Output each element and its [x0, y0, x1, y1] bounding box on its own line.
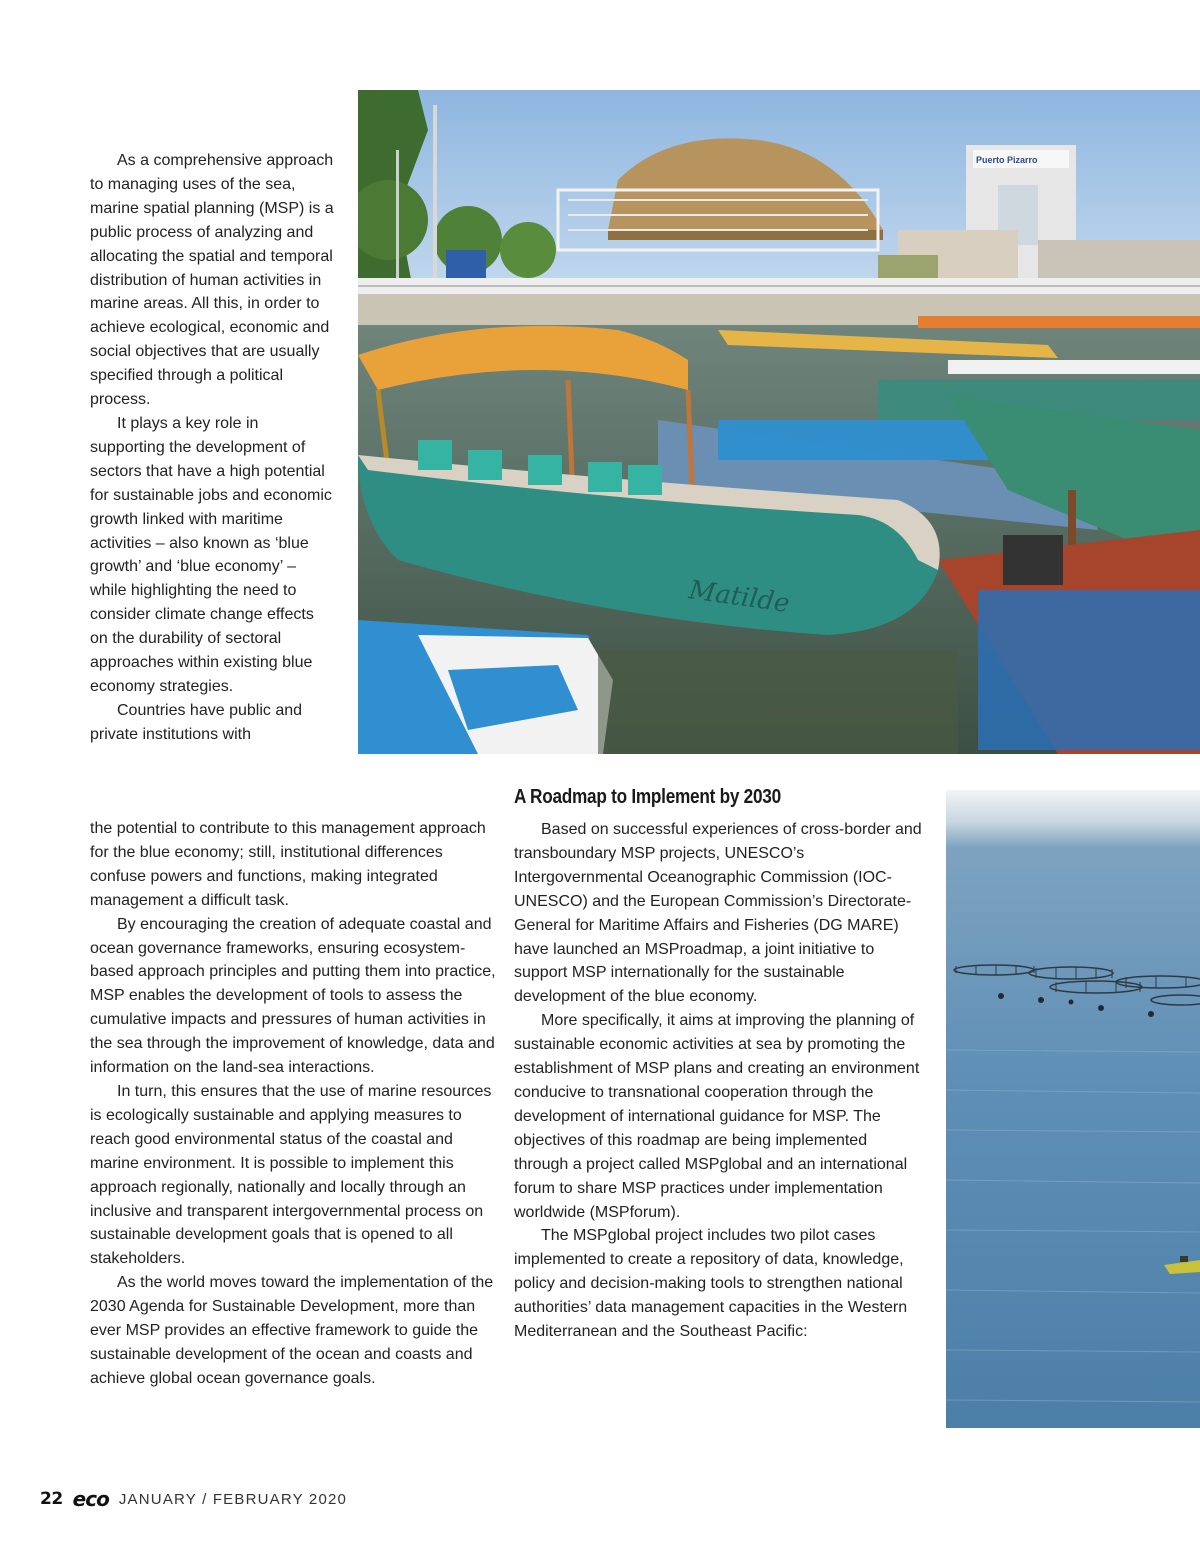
paragraph: Based on successful experiences of cross-border and transboundary MSP projects, UNESCO’s Intergovernmental Oceanographic Commission (IOC-UNESCO) and the European Commission’s Directorate-General for Maritime Affairs and Fisheries (DG MARE) have launched an MSProadmap, a joint initiative to support MSP internationally for the sustainable development of the blue economy. [514, 821, 922, 1006]
boat-name: Matilde [687, 575, 792, 620]
right-column [514, 818, 924, 1344]
paragraph: It plays a key role in supporting the development of sectors that have a high potential for sustainable jobs and economic growth linked with maritime activities – also known as ‘blue growth’ and ‘blue economy’ – while highlighting the need to consider climate change effects on the durability of sectoral approaches within existing blue economy strategies. [90, 414, 332, 695]
paragraph: the potential to contribute to this management approach for the blue economy; still, institutional differences confuse powers and functions, making integrated management a difficult task. [90, 820, 486, 909]
puerto-pizarro-sign: Puerto Pizarro [976, 155, 1038, 165]
page-footer [40, 1486, 347, 1512]
paragraph: In turn, this ensures that the use of marine resources is ecologically sustainable and applying measures to reach good environmental status of the coastal and marine environment. It is possible to implement this approach regionally, nationally and locally through an inclusive and transparent intergovernmental process on sustainable development goals that is opened to all stakeholders. [90, 1082, 492, 1268]
page-number: 22 [40, 1489, 63, 1509]
paragraph: By encouraging the creation of adequate coastal and ocean governance frameworks, ensuring ecosystem-based approach principles and putting them into practice, MSP enables the development of tools to assess the cumulative impacts and pressures of human activities in the sea through the improvement of knowledge, data and information on the land-sea interactions. [90, 915, 496, 1077]
paragraph: As a comprehensive approach to managing uses of the sea, marine spatial planning (MSP) is a public process of analyzing and allocating the spatial and temporal distribution of human activities in marine areas. All this, in order to achieve ecological, economic and social objectives that are usually specified through a political process. [90, 152, 334, 409]
magazine-logo: eco [72, 1487, 109, 1511]
aquaculture-photo [946, 790, 1200, 1428]
paragraph: As the world moves toward the implementation of the 2030 Agenda for Sustainable Development, more than ever MSP provides an effective framework to guide the sustainable development of the ocean and coasts and achieve global ocean governance goals. [90, 1274, 494, 1387]
left-column-narrow [90, 149, 335, 747]
issue-date: JANUARY / FEBRUARY 2020 [118, 1490, 348, 1508]
paragraph: More specifically, it aims at improving the planning of sustainable economic activities at sea by promoting the establishment of MSP plans and creating an environment conducive to transnational cooperation through the development of international guidance for MSP. The objectives of this roadmap are being implemented through a project called MSPglobal and an international forum to share MSP practices under implementation worldwide (MSPforum). [514, 1012, 920, 1221]
boats-photo [358, 90, 1200, 754]
section-heading: A Roadmap to Implement by 2030 [514, 786, 781, 808]
left-column-wide [90, 817, 500, 1391]
paragraph: The MSPglobal project includes two pilot cases implemented to create a repository of data, knowledge, policy and decision-making tools to strengthen national authorities’ data management capacities in the Western Mediterranean and the Southeast Pacific: [514, 1227, 908, 1341]
paragraph: Countries have public and private institutions with [90, 701, 303, 743]
